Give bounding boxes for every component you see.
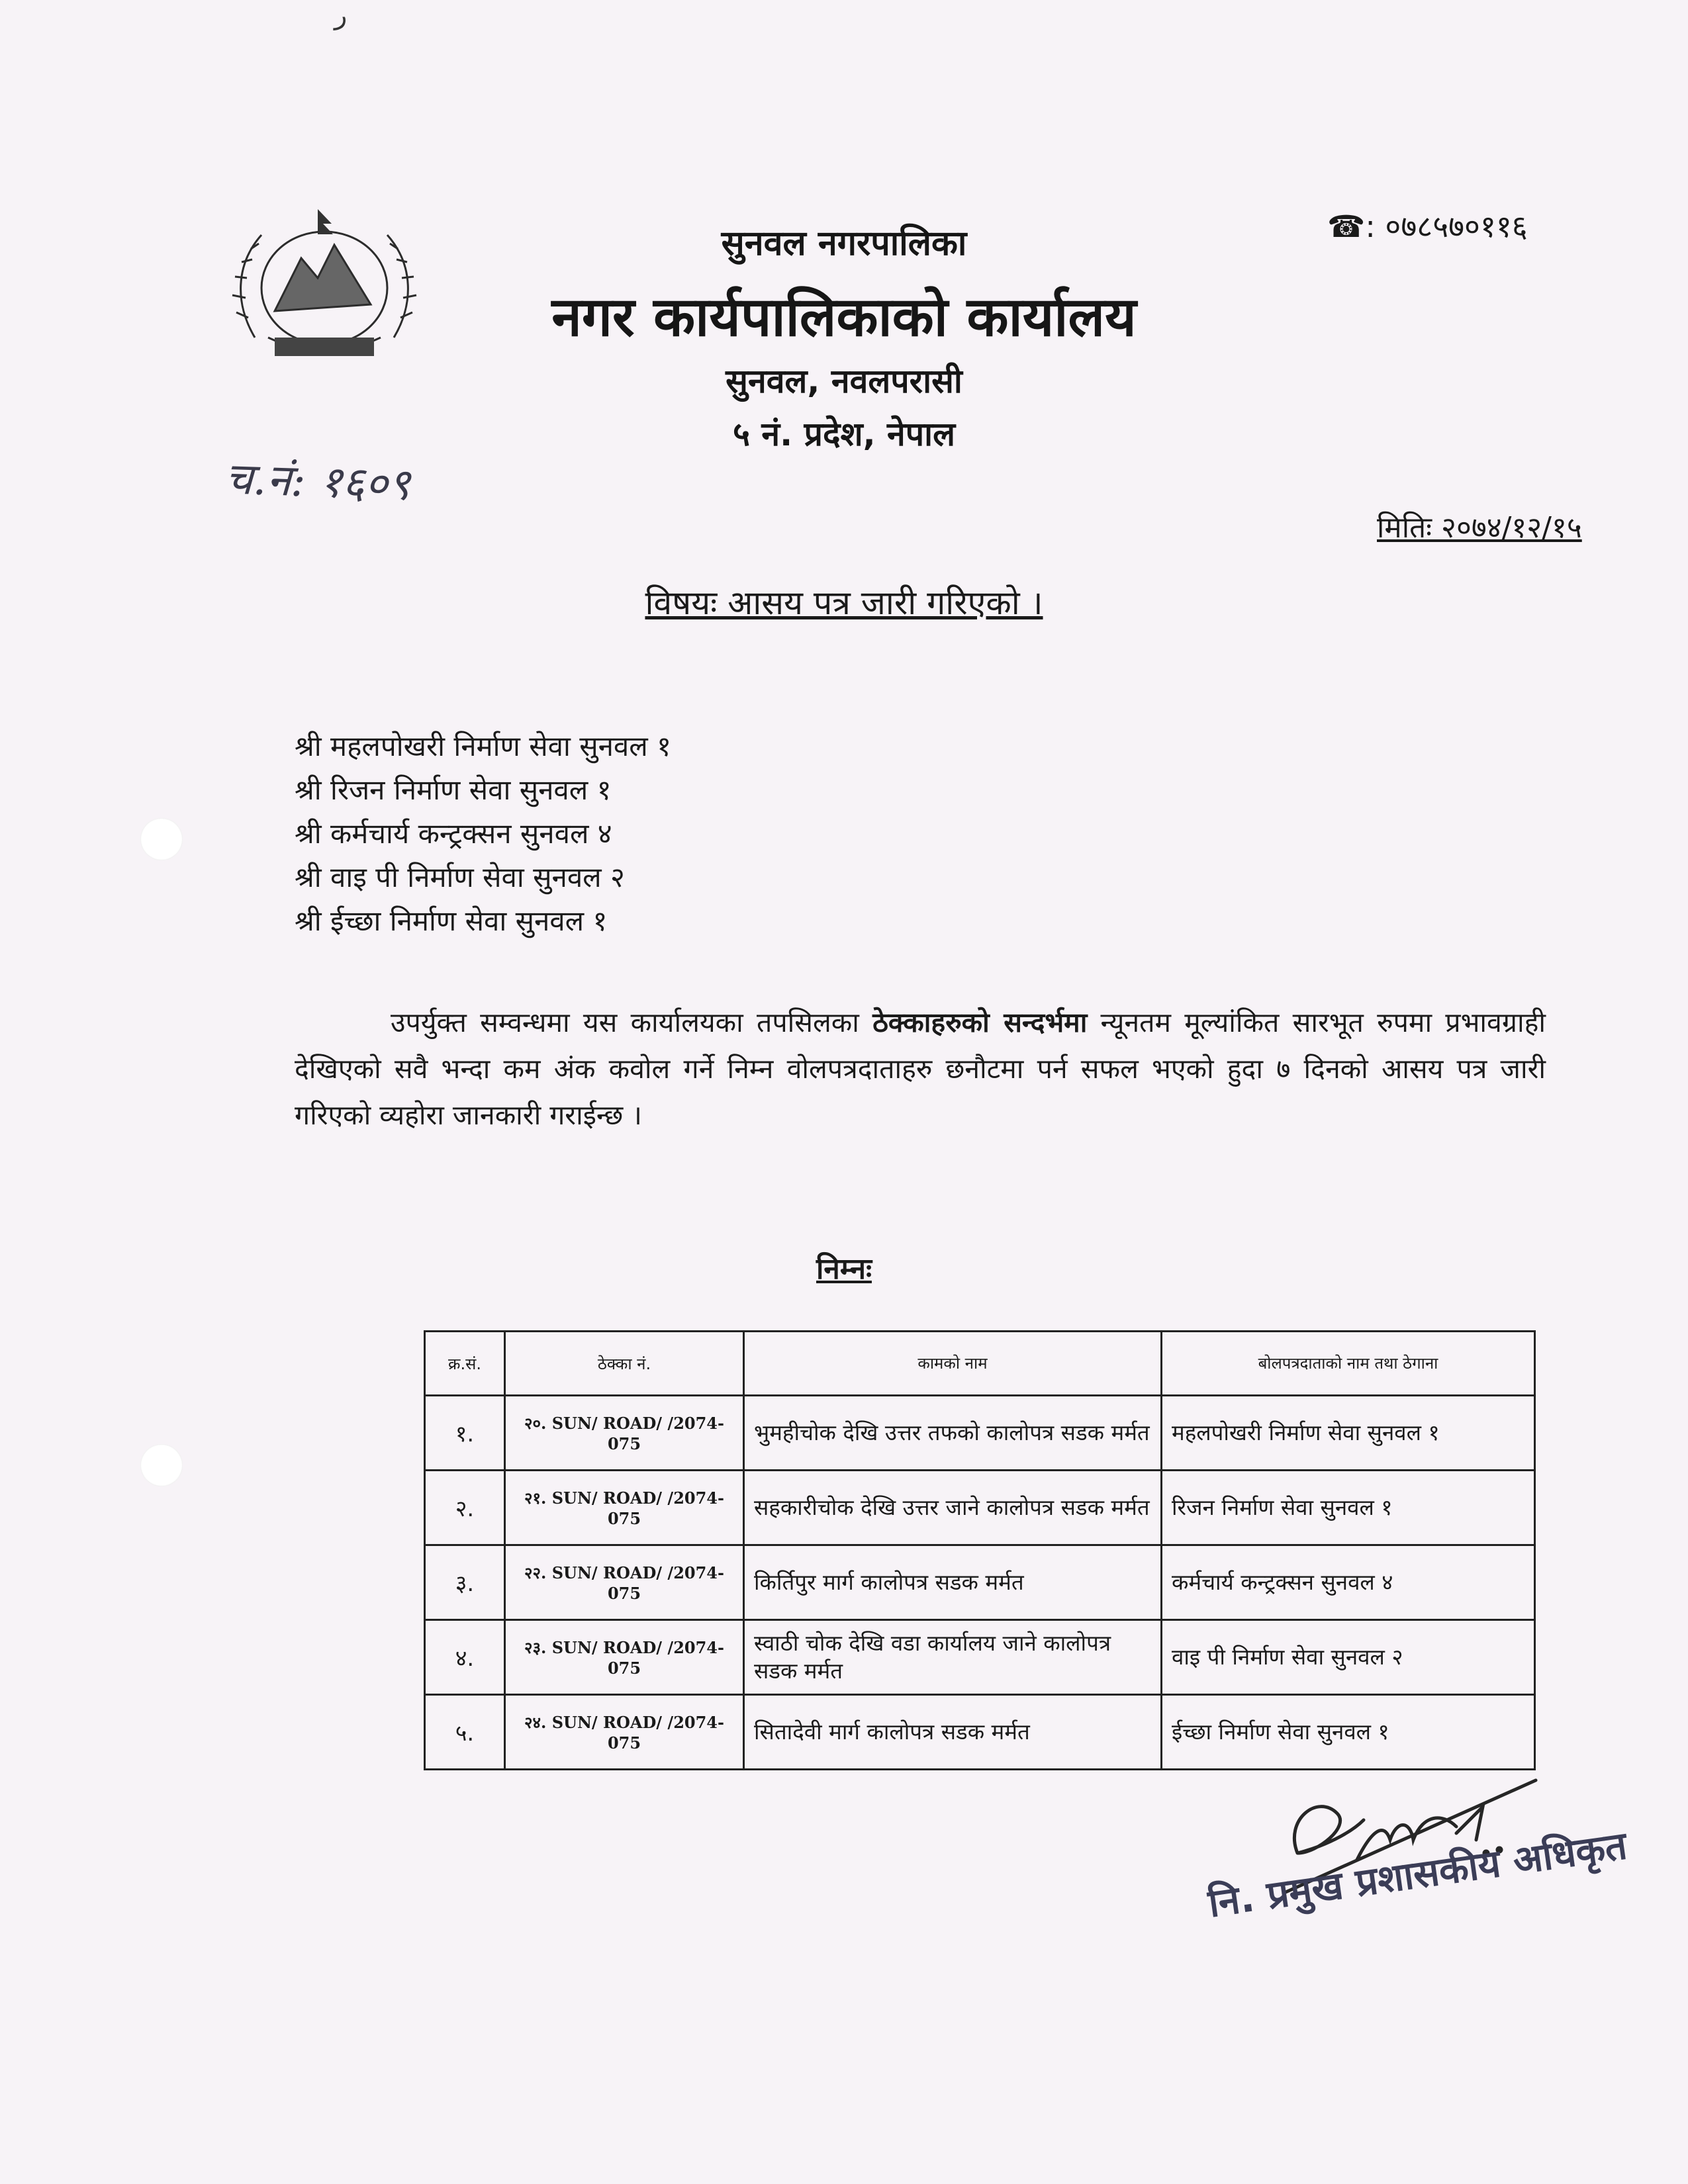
letter-subject: विषयः आसय पत्र जारी गरिएको । [645, 584, 1043, 622]
cell-bidder: ईच्छा निर्माण सेवा सुनवल १ [1162, 1695, 1535, 1770]
cell-contract-no: २२. SUN/ ROAD/ /2074-075 [505, 1545, 744, 1620]
punch-hole-bottom [140, 1444, 183, 1486]
recipient-item: श्री कर्मचार्य कन्ट्रक्सन सुनवल ४ [295, 817, 612, 850]
top-margin-mark: ر [334, 0, 348, 30]
cell-contract-no: २३. SUN/ ROAD/ /2074-075 [505, 1620, 744, 1695]
cell-bidder: रिजन निर्माण सेवा सुनवल १ [1162, 1471, 1535, 1545]
office-location: सुनवल, नवलपरासी [726, 362, 962, 400]
letter-body [295, 999, 1546, 1138]
cell-contract-no: २१. SUN/ ROAD/ /2074-075 [505, 1471, 744, 1545]
cell-contract-no: २०. SUN/ ROAD/ /2074-075 [505, 1396, 744, 1471]
cell-work-name: सितादेवी मार्ग कालोपत्र सडक मर्मत [744, 1695, 1162, 1770]
table-row [425, 1396, 1535, 1471]
cell-contract-no: २४. SUN/ ROAD/ /2074-075 [505, 1695, 744, 1770]
cell-work-name: स्वाठी चोक देखि वडा कार्यालय जाने कालोपत्र सडक मर्मत [744, 1620, 1162, 1695]
cell-bidder: महलपोखरी निर्माण सेवा सुनवल १ [1162, 1396, 1535, 1471]
body-bold-phrase: ठेक्काहरुको सन्दर्भमा [872, 1007, 1088, 1038]
header-work-name: कामको नाम [744, 1332, 1162, 1396]
body-part-1: उपर्युक्त सम्वन्धमा यस कार्यालयका तपसिलका [391, 1007, 873, 1038]
letter-date: मितिः २०७४/१२/१५ [1377, 511, 1582, 545]
cell-serial: २. [425, 1471, 505, 1545]
cell-work-name: भुमहीचोक देखि उत्तर तफको कालोपत्र सडक मर्मत [744, 1396, 1162, 1471]
office-name: नगर कार्यपालिकाको कार्यालय [551, 286, 1137, 349]
cell-serial: ५. [425, 1695, 505, 1770]
table-row [425, 1545, 1535, 1620]
signatory-designation: नि. प्रमुख प्रशासकीय अधिकृत [1205, 1823, 1630, 1927]
recipient-item: श्री ईच्छा निर्माण सेवा सुनवल १ [295, 905, 608, 937]
cell-bidder: वाइ पी निर्माण सेवा सुनवल २ [1162, 1620, 1535, 1695]
recipient-list [295, 725, 671, 943]
punch-hole-top [140, 818, 183, 860]
header-serial: क्र.सं. [425, 1332, 505, 1396]
recipient-item: श्री वाइ पी निर्माण सेवा सुनवल २ [295, 861, 625, 893]
contract-table [424, 1330, 1536, 1770]
table-row [425, 1471, 1535, 1545]
recipient-item: श्री महलपोखरी निर्माण सेवा सुनवल १ [295, 730, 671, 762]
recipient-item: श्री रिजन निर्माण सेवा सुनवल १ [295, 774, 612, 806]
header-bidder: बोलपत्रदाताको नाम तथा ठेगाना [1162, 1332, 1535, 1396]
cell-serial: ४. [425, 1620, 505, 1695]
cell-work-name: सहकारीचोक देखि उत्तर जाने कालोपत्र सडक मर्मत [744, 1471, 1162, 1545]
header-contract-no: ठेक्का नं. [505, 1332, 744, 1396]
body-part-2: न्यूनतम मूल्यांकित सारभूत रुपमा प्रभावग्राही देखिएको सवै भन्दा कम अंक कवोल गर्ने निम्न वोलपत्रदाताहरु छनौटमा पर्न सफल भएको हुदा ७ दिनको आसय पत्र जारी गरिएको व्यहोरा जानकारी गराईन्छ । [295, 1007, 1546, 1131]
phone-icon: ☎ [1327, 208, 1366, 244]
municipality-name: सुनवल नगरपालिका [721, 224, 967, 263]
phone-line [1327, 205, 1528, 246]
handwritten-reference: च.नं: १६०९ [224, 453, 412, 510]
cell-serial: १. [425, 1396, 505, 1471]
cell-serial: ३. [425, 1545, 505, 1620]
table-heading: निम्नः [816, 1252, 872, 1286]
phone-number: : ०७८५७०११६ [1365, 208, 1528, 244]
table-row [425, 1620, 1535, 1695]
table-header-row [425, 1332, 1535, 1396]
office-province: ५ नं. प्रदेश, नेपाल [733, 415, 955, 453]
cell-bidder: कर्मचार्य कन्ट्रक्सन सुनवल ४ [1162, 1545, 1535, 1620]
cell-work-name: किर्तिपुर मार्ग कालोपत्र सडक मर्मत [744, 1545, 1162, 1620]
